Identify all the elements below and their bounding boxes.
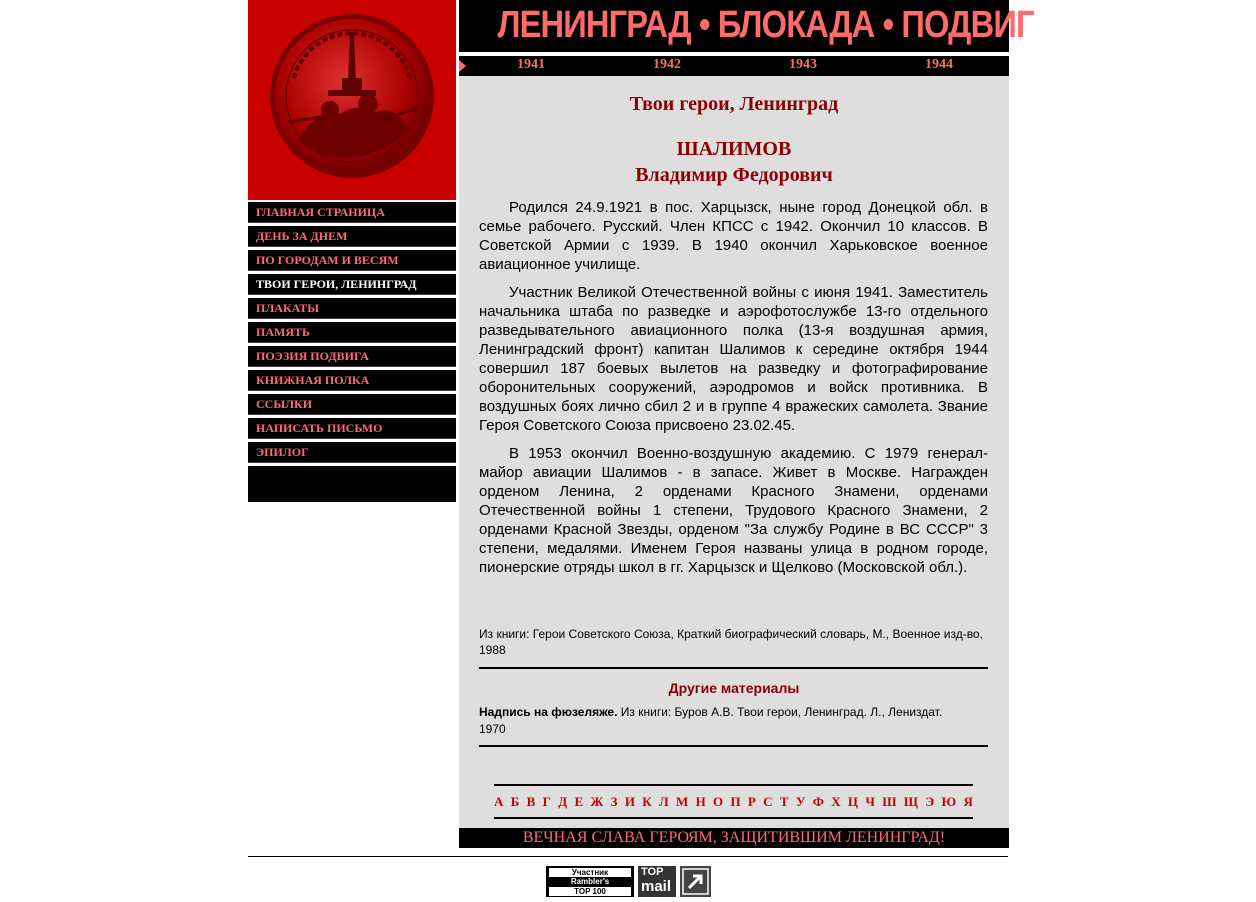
main-content: [459, 76, 1009, 828]
alphabet-letter-link[interactable]: А: [494, 794, 504, 809]
year-link-1944[interactable]: 1944: [925, 57, 953, 72]
hero-surname: ШАЛИМОВ: [676, 138, 792, 160]
alphabet-letter-link[interactable]: Б: [510, 794, 520, 809]
alphabet-letter-link[interactable]: Я: [963, 794, 973, 809]
alphabet-letter-link[interactable]: Л: [659, 794, 669, 809]
nav-filler: [248, 466, 456, 502]
divider: [248, 856, 1008, 857]
nav-item[interactable]: ТВОИ ГЕРОИ, ЛЕНИНГРАД: [248, 274, 456, 295]
nav-item[interactable]: ПЛАКАТЫ: [248, 298, 456, 319]
alphabet-letter-link[interactable]: Д: [558, 794, 568, 809]
divider: [479, 667, 988, 669]
nav-item[interactable]: ССЫЛКИ: [248, 394, 456, 415]
alphabet-letter-link[interactable]: В: [526, 794, 536, 809]
divider: [494, 817, 973, 819]
alphabet-letter-link[interactable]: Р: [747, 794, 756, 809]
medal-banner: [248, 0, 456, 200]
alphabet-letter-link[interactable]: И: [624, 794, 635, 809]
alphabet-letter-link[interactable]: Щ: [903, 794, 919, 809]
alphabet-letter-link[interactable]: Ж: [590, 794, 604, 809]
nav-item[interactable]: ЭПИЛОГ: [248, 442, 456, 463]
page-wrapper: [248, 0, 1034, 902]
defense-of-leningrad-medal-icon: [268, 12, 436, 180]
divider: [494, 784, 973, 786]
nav-item[interactable]: ПО ГОРОДАМ И ВЕСЯМ: [248, 250, 456, 271]
year-link-1943[interactable]: 1943: [789, 57, 817, 72]
years-bar: [459, 56, 1009, 76]
mail-top-badge[interactable]: [638, 866, 676, 897]
year-link-1941[interactable]: 1941: [517, 57, 545, 72]
nav-item[interactable]: КНИЖНАЯ ПОЛКА: [248, 370, 456, 391]
alphabet-letter-link[interactable]: Ш: [882, 794, 897, 809]
alphabet-letter-link[interactable]: Ф: [812, 794, 824, 809]
other-material-title[interactable]: Надпись на фюзеляже.: [479, 705, 618, 719]
alphabet-letter-link[interactable]: Х: [831, 794, 841, 809]
bio-paragraph: Родился 24.9.1921 в пос. Харцызск, ныне город Донецкой обл. в семье рабочего. Русский. Член КПСС с 1942. Окончил 10 классов. В Советской Армии с 1939. В 1940 окончил Харьковское военное авиационное училище.: [479, 199, 988, 273]
other-materials-title: Другие материалы: [668, 680, 800, 696]
arrow-up-right-icon[interactable]: [680, 866, 711, 897]
alphabet-letter-link[interactable]: П: [730, 794, 741, 809]
arrow-right-icon: [459, 60, 466, 72]
bio-paragraph: В 1953 окончил Военно-воздушную академию. С 1979 генерал-майор авиации Шалимов - в запасе. Живет в Москве. Награжден орденом Ленина, 2 орденами Красного Знамени, орденами Отечественной войны 1 степени, Трудового Красного Знамени, 2 орденами Красной Звезды, орденом "За службу Родине в ВС СССР" 3 степени, медалями. Именем Героя названы улица в родном городе, пионерские отряды школ в гг. Харцызск и Щелково (Московской обл.).: [479, 445, 988, 576]
alphabet-index: [494, 794, 973, 810]
alphabet-letter-link[interactable]: С: [763, 794, 773, 809]
divider: [479, 745, 988, 747]
hero-biography: [479, 198, 988, 586]
other-material-item[interactable]: [479, 704, 959, 738]
badge-line: mail: [641, 878, 672, 895]
nav-item[interactable]: ГЛАВНАЯ СТРАНИЦА: [248, 202, 456, 223]
site-header: [459, 0, 1034, 52]
alphabet-letter-link[interactable]: Т: [779, 794, 789, 809]
main-navigation: [248, 202, 456, 502]
nav-item[interactable]: НАПИСАТЬ ПИСЬМО: [248, 418, 456, 439]
year-link-1942[interactable]: 1942: [653, 57, 681, 72]
alphabet-letter-link[interactable]: Ц: [847, 794, 859, 809]
other-material-source: Из книги: Буров А.В. Твои герои, Ленинград. Л., Лениздат. 1970: [479, 705, 943, 736]
alphabet-letter-link[interactable]: Ч: [865, 794, 875, 809]
rambler-top100-badge[interactable]: [546, 866, 634, 897]
section-title: Твои герои, Ленинград: [629, 93, 839, 115]
alphabet-letter-link[interactable]: Н: [695, 794, 706, 809]
hero-name: Владимир Федорович: [635, 164, 833, 186]
source-citation: Из книги: Герои Советского Союза, Краткий биографический словарь, М., Военное изд-во, 1988: [479, 627, 983, 657]
nav-item[interactable]: ДЕНЬ ЗА ДНЕМ: [248, 226, 456, 247]
alphabet-letter-link[interactable]: Ю: [941, 794, 957, 809]
alphabet-letter-link[interactable]: К: [642, 794, 652, 809]
alphabet-letter-link[interactable]: О: [713, 794, 724, 809]
alphabet-letter-link[interactable]: Э: [925, 794, 935, 809]
badge-line: TOP: [641, 866, 664, 878]
alphabet-letter-link[interactable]: З: [610, 794, 618, 809]
alphabet-letter-link[interactable]: Е: [574, 794, 584, 809]
site-title: ЛЕНИНГРАД • БЛОКАДА • ПОДВИГ: [497, 4, 1034, 46]
alphabet-letter-link[interactable]: У: [795, 794, 806, 809]
bio-paragraph: Участник Великой Отечественной войны с июня 1941. Заместитель начальника штаба по разведке и аэрофотослужбе 13-го отдельного разведывательного авиационного полка (13-я воздушная армия, Ленинградский фронт) капитан Шалимов к середине октября 1944 совершил 187 боевых вылетов на разведку и фотографирование оборонительных сооружений, аэродромов и войск противника. В воздушных боях лично сбил 2 и в группе 4 вражеских самолета. Звание Героя Советского Союза присвоено 23.02.45.: [479, 284, 988, 434]
nav-item[interactable]: ПАМЯТЬ: [248, 322, 456, 343]
alphabet-letter-link[interactable]: М: [676, 794, 689, 809]
alphabet-letter-link[interactable]: Г: [542, 794, 551, 809]
badge-line: Rambler's: [570, 877, 610, 886]
badge-line: TOP 100: [549, 887, 631, 896]
nav-item[interactable]: ПОЭЗИЯ ПОДВИГА: [248, 346, 456, 367]
badge-line: Участник: [549, 868, 631, 877]
footer-slogan: ВЕЧНАЯ СЛАВА ГЕРОЯМ, ЗАЩИТИВШИМ ЛЕНИНГРАД!: [459, 828, 1009, 848]
